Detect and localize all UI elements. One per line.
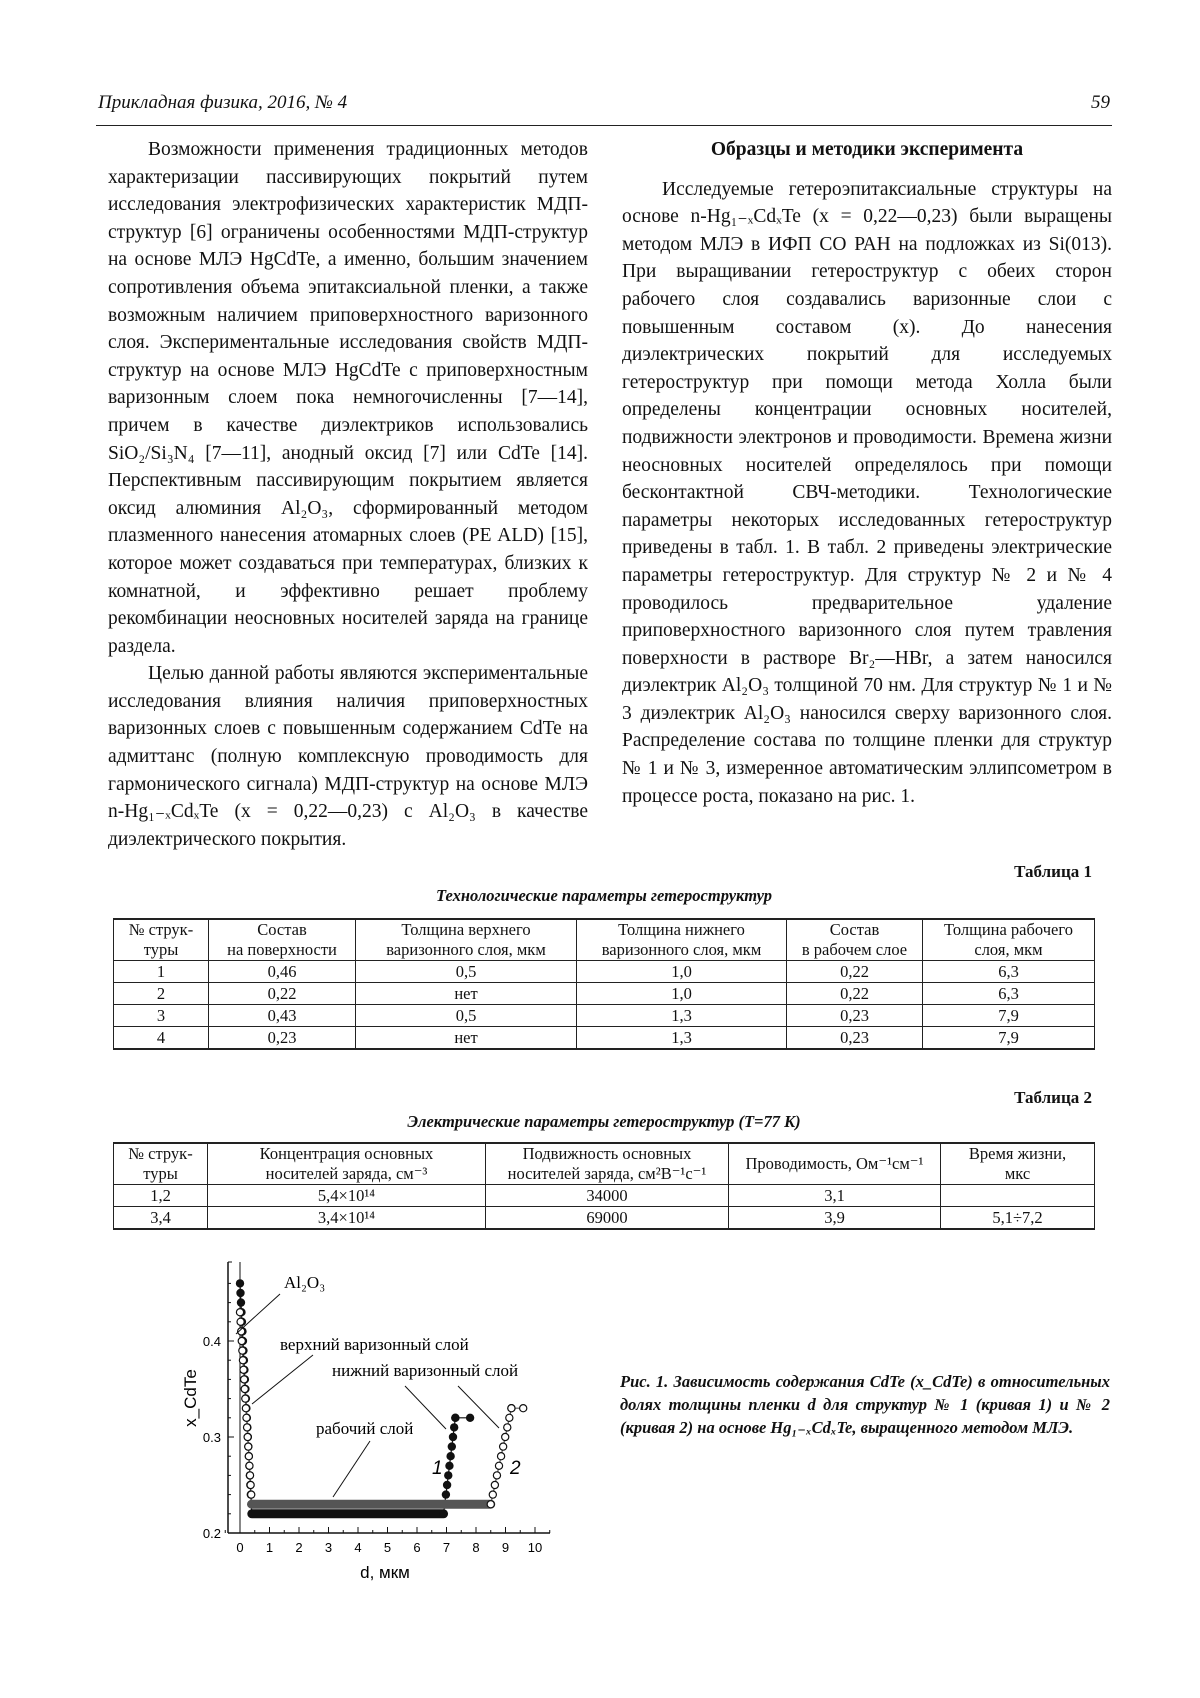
data-point <box>246 1472 253 1479</box>
data-point <box>244 1433 251 1440</box>
header-line: Концентрация основных <box>259 1144 434 1163</box>
column-header <box>923 919 1095 961</box>
header-line: Толщина верхнего <box>401 920 531 939</box>
column-header <box>729 1143 941 1185</box>
column-header <box>941 1143 1095 1185</box>
data-point <box>242 1395 249 1402</box>
annotation-working-layer: рабочий слой <box>316 1419 414 1438</box>
table-cell: 3,4 <box>114 1207 208 1230</box>
table-cell: 6,3 <box>923 961 1095 983</box>
data-point <box>245 1443 252 1450</box>
y-axis-label: x_CdTe <box>181 1369 200 1427</box>
header-line: в рабочем слое <box>801 940 908 959</box>
table-cell <box>941 1185 1095 1207</box>
header-line: № струк- <box>128 1144 193 1163</box>
data-point <box>242 1405 249 1412</box>
paragraph: Целью данной работы являются экспериментальные исследования влияния наличия приповерхностных варизонных слоев с повышенным содержанием CdTe на адмиттанс (полную комплексную проводимость для гармонического сигнала) МДП-структур на основе МЛЭ n-Hg₁₋ₓCdₓTe (x = 0,22—0,23) с Al₂O₃ в качестве диэлектрического покрытия. <box>108 663 588 850</box>
table-cell: 2 <box>114 983 209 1005</box>
curve-label-2: 2 <box>510 1458 521 1479</box>
data-point <box>238 1337 245 1344</box>
data-point <box>237 1299 244 1306</box>
series-1 <box>236 1280 473 1518</box>
data-point <box>446 1462 453 1469</box>
table1-title: Технологические параметры гетероструктур <box>436 886 772 905</box>
header-line: Состав <box>829 920 880 939</box>
data-point <box>443 1481 450 1488</box>
column-header <box>787 919 923 961</box>
data-point <box>467 1414 474 1421</box>
header-line: Время жизни, <box>968 1144 1067 1163</box>
data-point <box>236 1280 243 1287</box>
paragraph: Исследуемые гетероэпитаксиальные структуры на основе n-Hg₁₋ₓCdₓTe (x = 0,22—0,23) были выращены методом МЛЭ в ИФП СО РАН на подложках из Si(013). При выращивании гетероструктур с обеих сторон рабочего слоя создавались варизонные слои с повышенным составом (x). До нанесения диэлектрических покрытий для исследуемых гетероструктур при помощи метода Холла были определены концентрации основных носителей, подвижности электронов и проводимости. Времена жизни неосновных носителей определялось при помощи бесконтактной СВЧ-методики. Технологические параметры некоторых исследованных гетероструктур приведены в табл. 1. В табл. 2 приведены электрические параметры гетероструктур. Для структур № 2 и № 4 проводилось предварительное удаление приповерхностного варизонного слоя путем травления поверхности в растворе Br₂—HBr, а затем наносился диэлектрик Al₂O₃ толщиной 70 нм. Для структур № 1 и № 3 диэлектрик Al₂O₃ наносился сверху варизонного слоя. Распределение состава по толщине пленки для структур № 1 и № 3, измеренное автоматическим эллипсометром в процессе роста, показано на рис. 1. <box>622 178 1112 807</box>
header-line: Толщина нижнего <box>618 920 745 939</box>
table-cell: 0,43 <box>209 1005 356 1027</box>
data-point <box>239 1347 246 1354</box>
paragraph: Возможности применения традиционных методов характеризации пассивирующих покрытий путем исследования электрофизических характеристик МДП-структур [6] ограничены особенностями МДП-структур на основе МЛЭ HgCdTe, а именно, большим значением сопротивления объема эпитаксиальной пленки, а также возможным наличием приповерхностного варизонного слоя. Экспериментальные исследования свойств МДП-структур на основе МЛЭ HgCdTe с приповерхностным варизонным слоем пока немногочисленны [7—14], причем в качестве диэлектриков использовались SiO₂/Si₃N₄ [7—11], анодный оксид [7] или CdTe [14]. Перспективным пассивирующим покрытием является оксид алюминия Al₂O₃, сформированный методом плазменного нанесения атомарных слоев (PE ALD) [15], которое может создаваться при температурах, близких к комнатной, и эффективно решает проблему рекомбинации неосновных носителей заряда на границе раздела. <box>108 139 588 657</box>
series-line <box>240 1283 470 1513</box>
table-cell: 1 <box>114 961 209 983</box>
table-cell: нет <box>356 983 577 1005</box>
data-point <box>247 1481 254 1488</box>
y-tick-label: 0.4 <box>202 1334 221 1349</box>
data-point <box>237 1289 244 1296</box>
data-point <box>504 1424 511 1431</box>
header-line: Состав <box>257 920 307 939</box>
header-line: варизонного слоя, мкм <box>601 940 762 959</box>
x-tick-label: 1 <box>265 1540 274 1555</box>
y-tick-label: 0.3 <box>202 1430 221 1445</box>
table-cell: 1,0 <box>577 961 787 983</box>
table-cell: 0,22 <box>787 961 923 983</box>
data-point <box>489 1491 496 1498</box>
data-point <box>495 1462 502 1469</box>
right-column <box>622 136 1112 810</box>
data-point <box>502 1433 509 1440</box>
table-cell: 3 <box>114 1005 209 1027</box>
x-tick-label: 0 <box>236 1540 244 1555</box>
table-cell: 7,9 <box>923 1027 1095 1050</box>
table-cell: 3,9 <box>729 1207 941 1230</box>
x-tick-label: 2 <box>295 1540 303 1555</box>
table-cell: 6,3 <box>923 983 1095 1005</box>
data-point <box>452 1414 459 1421</box>
data-point <box>442 1491 449 1498</box>
x-tick-label: 4 <box>354 1540 362 1555</box>
annotation-upper-layer: верхний варизонный слой <box>280 1335 469 1354</box>
table-cell: 3,1 <box>729 1185 941 1207</box>
x-tick-label: 5 <box>383 1540 392 1555</box>
header-line: носителей заряда, см⁻³ <box>265 1164 428 1183</box>
table-cell: 5,1÷7,2 <box>941 1207 1095 1230</box>
table-cell: 1,0 <box>577 983 787 1005</box>
data-point <box>508 1405 515 1412</box>
header-line: Проводимость, Ом⁻¹см⁻¹ <box>745 1154 924 1173</box>
table-cell: 69000 <box>486 1207 729 1230</box>
x-tick-label: 10 <box>527 1540 543 1555</box>
table2-label: Таблица 2 <box>1014 1088 1092 1107</box>
table-cell: 0,22 <box>787 983 923 1005</box>
annotation-arrow <box>252 1355 313 1404</box>
data-point <box>500 1443 507 1450</box>
table-cell: 0,5 <box>356 1005 577 1027</box>
data-point <box>241 1385 248 1392</box>
table2-title: Электрические параметры гетероструктур (T=77 K) <box>407 1112 801 1131</box>
data-point <box>240 1366 247 1373</box>
header-line: на поверхности <box>227 940 337 959</box>
data-point <box>236 1309 243 1316</box>
table-cell: 0,46 <box>209 961 356 983</box>
data-point <box>506 1414 513 1421</box>
x-tick-label: 9 <box>501 1540 510 1555</box>
curve-label-1: 1 <box>432 1458 443 1479</box>
table-cell: 0,23 <box>787 1005 923 1027</box>
data-point <box>451 1424 458 1431</box>
column-header <box>577 919 787 961</box>
x-tick-label: 7 <box>442 1540 451 1555</box>
header-line: мкс <box>1004 1164 1031 1183</box>
table-cell: 0,22 <box>209 983 356 1005</box>
figure-chart <box>0 0 600 1640</box>
table-cell: 1,3 <box>577 1027 787 1050</box>
figure-caption: Рис. 1. Зависимость содержания CdTe (x_CdTe) в относительных долях толщины пленки d для структур № 1 (кривая 1) и № 2 (кривая 2) на основе Hg₁₋ₓCdₓTe, выращенного методом МЛЭ. <box>620 1372 1110 1437</box>
data-point <box>237 1318 244 1325</box>
annotation-lower-layer: нижний варизонный слой <box>332 1361 519 1380</box>
x-tick-label: 6 <box>413 1540 421 1555</box>
data-point <box>245 1453 252 1460</box>
data-point <box>243 1414 250 1421</box>
data-point <box>491 1481 498 1488</box>
data-point <box>449 1433 456 1440</box>
x-tick-label: 3 <box>324 1540 333 1555</box>
header-line: туры <box>143 1164 178 1183</box>
x-tick-label: 8 <box>472 1540 480 1555</box>
table-cell: 0,23 <box>209 1027 356 1050</box>
data-point <box>241 1376 248 1383</box>
header-line: № струк- <box>128 920 194 939</box>
x-axis-label: d, мкм <box>360 1563 410 1582</box>
annotation-arrow <box>333 1441 370 1497</box>
data-point <box>497 1453 504 1460</box>
table-cell: нет <box>356 1027 577 1050</box>
data-point <box>447 1453 454 1460</box>
table-cell: 7,9 <box>923 1005 1095 1027</box>
table-cell: 0,23 <box>787 1027 923 1050</box>
data-point <box>248 1491 255 1498</box>
header-line: слоя, мкм <box>974 940 1043 959</box>
header-line: носителей заряда, см²В⁻¹с⁻¹ <box>507 1164 707 1183</box>
y-tick-label: 0.2 <box>202 1526 221 1541</box>
table-cell: 34000 <box>486 1185 729 1207</box>
table-cell: 3,4×10¹⁴ <box>208 1207 486 1230</box>
table-cell: 1,3 <box>577 1005 787 1027</box>
data-point <box>493 1472 500 1479</box>
data-point <box>440 1510 447 1517</box>
annotation-al2o3: Al₂O₃ <box>284 1273 326 1292</box>
page-number: 59 <box>1091 92 1110 113</box>
data-point <box>520 1405 527 1412</box>
table-cell: 5,4×10¹⁴ <box>208 1185 486 1207</box>
data-point <box>448 1443 455 1450</box>
journal-title: Прикладная физика, 2016, № 4 <box>98 92 348 113</box>
data-point <box>243 1424 250 1431</box>
section-heading: Образцы и методики эксперимента <box>710 139 1024 160</box>
annotation-arrow <box>458 1386 499 1428</box>
header-line: Подвижность основных <box>522 1144 692 1163</box>
table-cell: 1,2 <box>114 1185 208 1207</box>
data-point <box>445 1472 452 1479</box>
data-point <box>246 1462 253 1469</box>
header-line: туры <box>143 940 179 959</box>
header-line: Толщина рабочего <box>944 920 1073 939</box>
table1-label: Таблица 1 <box>1014 862 1092 881</box>
data-point <box>239 1357 246 1364</box>
table-cell: 4 <box>114 1027 209 1050</box>
table-cell: 0,5 <box>356 961 577 983</box>
header-line: варизонного слоя, мкм <box>386 940 546 959</box>
data-point <box>487 1501 494 1508</box>
